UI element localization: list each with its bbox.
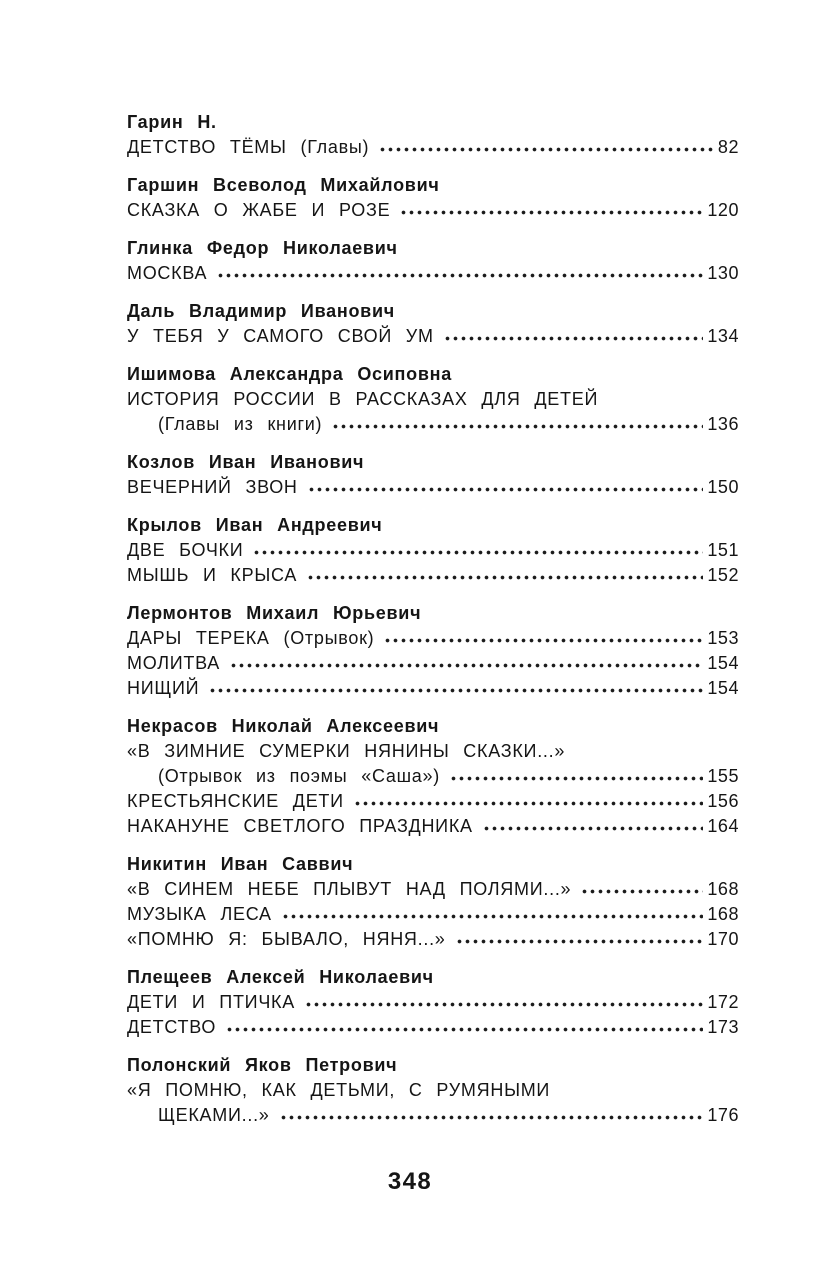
work-title: ДЕТИ И ПТИЧКА xyxy=(127,992,295,1012)
dot-leader xyxy=(400,204,703,216)
work-title: ДЕТСТВО xyxy=(127,1017,217,1037)
work-title: МУЗЫКА ЛЕСА xyxy=(127,904,272,924)
dot-leader xyxy=(280,1109,704,1121)
work-title: «Я ПОМНЮ, КАК ДЕТЬМИ, С РУМЯНЫМИ xyxy=(127,1080,551,1100)
dot-leader xyxy=(217,267,703,279)
work-page: 154 xyxy=(707,678,739,698)
work-page: 82 xyxy=(717,137,739,157)
work-title: НИЩИЙ xyxy=(127,678,200,698)
work-page: 152 xyxy=(707,565,739,585)
toc-work-row xyxy=(127,902,739,927)
author-name: Гаршин Всеволод Михайлович xyxy=(127,175,440,195)
dot-leader xyxy=(282,908,704,920)
work-title: МОСКВА xyxy=(127,263,208,283)
page-number: 348 xyxy=(387,1168,433,1195)
work-page: 172 xyxy=(707,992,739,1012)
toc-entry xyxy=(127,852,739,952)
author-name: Крылов Иван Андреевич xyxy=(127,515,383,535)
toc-work-row xyxy=(127,538,739,563)
author-name: Ишимова Александра Осиповна xyxy=(127,364,452,384)
dot-leader xyxy=(230,657,703,669)
work-page: 156 xyxy=(707,791,739,811)
toc-work-row xyxy=(127,927,739,952)
work-title: ДАРЫ ТЕРЕКА (Отрывок) xyxy=(127,628,375,648)
author-name: Никитин Иван Саввич xyxy=(127,854,354,874)
toc-work-row xyxy=(127,261,739,286)
toc-entry xyxy=(127,110,739,160)
dot-leader xyxy=(379,141,714,153)
toc-entry xyxy=(127,236,739,286)
dot-leader xyxy=(308,481,704,493)
dot-leader xyxy=(307,569,703,581)
dot-leader xyxy=(581,883,703,895)
dot-leader xyxy=(226,1021,703,1033)
toc-work-row xyxy=(127,135,739,160)
toc-work-row xyxy=(127,814,739,839)
author-name: Гарин Н. xyxy=(127,112,217,132)
toc-work-row xyxy=(127,651,739,676)
work-page: 151 xyxy=(707,540,739,560)
work-page: 154 xyxy=(707,653,739,673)
work-page: 130 xyxy=(707,263,739,283)
work-title: ИСТОРИЯ РОССИИ В РАССКАЗАХ ДЛЯ ДЕТЕЙ xyxy=(127,389,599,409)
toc-work-row xyxy=(127,198,739,223)
toc-entry xyxy=(127,513,739,588)
work-title: «В СИНЕМ НЕБЕ ПЛЫВУТ НАД ПОЛЯМИ...» xyxy=(127,879,572,899)
author-name: Полонский Яков Петрович xyxy=(127,1055,398,1075)
toc-work-row xyxy=(127,1015,739,1040)
dot-leader xyxy=(456,933,704,945)
dot-leader xyxy=(305,996,703,1008)
toc-work-row xyxy=(127,563,739,588)
work-page: 134 xyxy=(707,326,739,346)
work-page: 168 xyxy=(707,904,739,924)
author-name: Некрасов Николай Алексеевич xyxy=(127,716,440,736)
work-title-continuation: (Главы из книги) xyxy=(158,414,323,434)
toc-entry xyxy=(127,1053,739,1128)
toc-entry xyxy=(127,450,739,500)
toc-entry xyxy=(127,299,739,349)
work-page: 153 xyxy=(707,628,739,648)
author-name: Лермонтов Михаил Юрьевич xyxy=(127,603,422,623)
dot-leader xyxy=(444,330,704,342)
toc-work-row xyxy=(127,990,739,1015)
toc-work-row xyxy=(127,877,739,902)
toc-entry xyxy=(127,965,739,1040)
toc-content xyxy=(127,110,739,1141)
toc-entry xyxy=(127,362,739,437)
toc-work-row xyxy=(127,739,739,764)
work-title: ВЕЧЕРНИЙ ЗВОН xyxy=(127,477,298,497)
work-page: 150 xyxy=(707,477,739,497)
work-title: МЫШЬ И КРЫСА xyxy=(127,565,298,585)
author-name: Глинка Федор Николаевич xyxy=(127,238,398,258)
work-title-continuation: (Отрывок из поэмы «Саша») xyxy=(158,766,440,786)
work-page: 164 xyxy=(707,816,739,836)
toc-entry xyxy=(127,714,739,839)
dot-leader xyxy=(384,632,703,644)
work-page: 170 xyxy=(707,929,739,949)
author-name: Плещеев Алексей Николаевич xyxy=(127,967,434,987)
work-page: 173 xyxy=(707,1017,739,1037)
work-title: ДЕТСТВО ТЁМЫ (Главы) xyxy=(127,137,370,157)
work-page: 120 xyxy=(707,200,739,220)
author-name: Козлов Иван Иванович xyxy=(127,452,365,472)
work-page: 168 xyxy=(707,879,739,899)
work-page: 136 xyxy=(707,414,739,434)
work-title: «В ЗИМНИЕ СУМЕРКИ НЯНИНЫ СКАЗКИ...» xyxy=(127,741,566,761)
work-title-continuation: ЩЕКАМИ...» xyxy=(158,1105,270,1125)
work-title: СКАЗКА О ЖАБЕ И РОЗЕ xyxy=(127,200,391,220)
dot-leader xyxy=(209,682,703,694)
work-page: 155 xyxy=(707,766,739,786)
toc-entry xyxy=(127,601,739,701)
toc-work-row xyxy=(127,387,739,412)
dot-leader xyxy=(354,795,704,807)
work-title: «ПОМНЮ Я: БЫВАЛО, НЯНЯ...» xyxy=(127,929,446,949)
toc-work-row xyxy=(127,676,739,701)
toc-work-row xyxy=(127,626,739,651)
toc-work-row xyxy=(127,324,739,349)
dot-leader xyxy=(483,820,704,832)
work-title: ДВЕ БОЧКИ xyxy=(127,540,244,560)
author-name: Даль Владимир Иванович xyxy=(127,301,395,321)
toc-entry xyxy=(127,173,739,223)
toc-work-row xyxy=(127,475,739,500)
work-page: 176 xyxy=(707,1105,739,1125)
toc-work-row xyxy=(127,789,739,814)
work-title: МОЛИТВА xyxy=(127,653,220,673)
toc-work-row-continuation xyxy=(127,1103,739,1128)
dot-leader xyxy=(332,418,703,430)
work-title: НАКАНУНЕ СВЕТЛОГО ПРАЗДНИКА xyxy=(127,816,473,836)
toc-work-row-continuation xyxy=(127,764,739,789)
toc-work-row-continuation xyxy=(127,412,739,437)
work-title: У ТЕБЯ У САМОГО СВОЙ УМ xyxy=(127,326,434,346)
dot-leader xyxy=(253,544,703,556)
toc-work-row xyxy=(127,1078,739,1103)
dot-leader xyxy=(450,770,703,782)
work-title: КРЕСТЬЯНСКИЕ ДЕТИ xyxy=(127,791,344,811)
